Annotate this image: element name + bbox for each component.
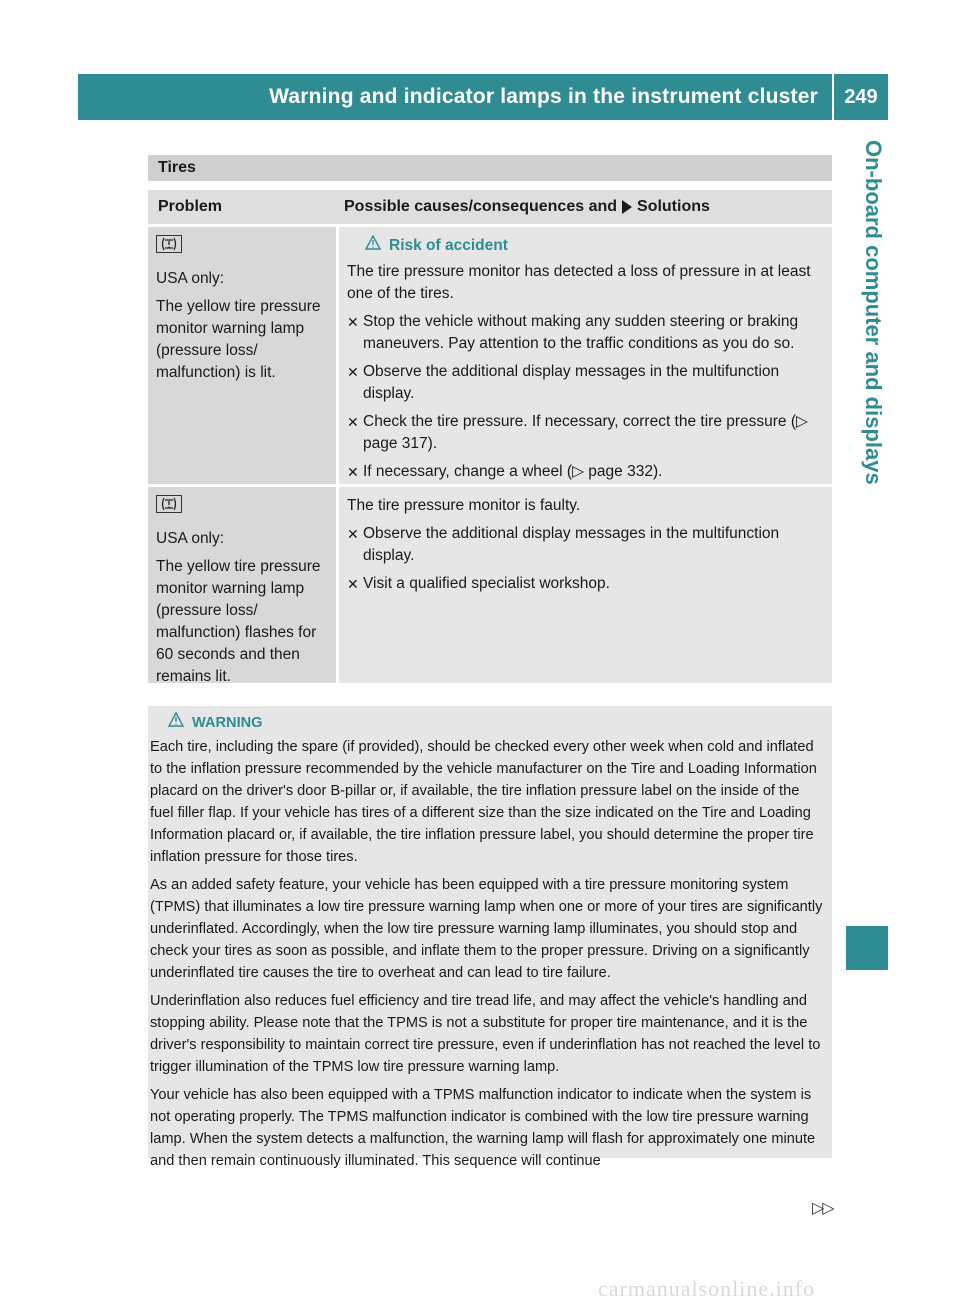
table-row xyxy=(148,487,832,683)
risk-heading xyxy=(347,235,828,257)
warning-title: WARNING xyxy=(192,715,263,731)
x-bullet-icon: ✕ xyxy=(347,526,359,542)
problem-line: USA only: xyxy=(156,530,225,547)
tire-pressure-warning-icon xyxy=(156,235,182,253)
tire-pressure-warning-icon xyxy=(156,495,182,513)
risk-label: Risk of accident xyxy=(389,237,508,254)
column-header-causes-prefix: Possible causes/consequences and xyxy=(344,198,618,215)
list-item: ✕ Check the tire pressure. If necessary, correct the tire pressure (▷ page 317). xyxy=(347,411,828,455)
problem-cell xyxy=(148,227,336,484)
page-header-title: Warning and indicator lamps in the instrument cluster xyxy=(269,85,818,108)
arrow-right-icon xyxy=(622,200,632,214)
warning-paragraph: Underinflation also reduces fuel efficiency and tire tread life, and may affect the vehicle's handling and stopping ability. Please note that the TPMS is not a substitute for proper tire maintenance, and it is the driver's responsibility to maintain correct tire pressure, even if underinflation has not reached the level to trigger illumination of the TPMS low tire pressure warning lamp. xyxy=(150,993,821,1075)
x-bullet-icon: ✕ xyxy=(347,314,359,330)
warning-paragraph: Your vehicle has also been equipped with a TPMS malfunction indicator to indicate when the system is not operating properly. The TPMS malfunction indicator is combined with the low tire pressure warning lamp. When the system detects a malfunction, the warning lamp will flash for approximately one minute and then remain continuously illuminated. This sequence will continue xyxy=(150,1087,816,1169)
problem-line: The yellow tire pressure monitor warning lamp (pressure loss/ malfunction) is lit. xyxy=(156,298,321,381)
side-tab-marker xyxy=(846,926,888,970)
list-item: ✕ Stop the vehicle without making any sudden steering or braking maneuvers. Pay attention to the traffic conditions as you do so. xyxy=(347,311,828,355)
side-tab xyxy=(846,140,888,710)
x-bullet-icon: ✕ xyxy=(347,364,359,380)
x-bullet-icon: ✕ xyxy=(347,576,359,592)
list-item: ✕ Visit a qualified specialist workshop. xyxy=(347,573,828,595)
warning-triangle-icon xyxy=(365,235,381,257)
section-title: Tires xyxy=(148,155,832,181)
warning-paragraph: Each tire, including the spare (if provided), should be checked every other week when cold and inflated to the inflation pressure recommended by the vehicle manufacturer on the Tire and Loading Information placard on the driver's door B-pillar or, if available, the tire inflation pressure label on the inside of the fuel filler flap. If your vehicle has tires of a different size than the size indicated on the Tire and Loading Information placard or, if available, the tire inflation pressure label, you should determine the proper tire inflation pressure for those tires. xyxy=(150,739,817,865)
column-header-causes-suffix: Solutions xyxy=(637,198,710,215)
warning-heading xyxy=(168,712,826,734)
problem-cell xyxy=(148,487,336,683)
causes-cell xyxy=(339,227,832,484)
cause-intro: The tire pressure monitor is faulty. xyxy=(347,497,581,514)
problem-line: USA only: xyxy=(156,270,225,287)
warning-paragraph: As an added safety feature, your vehicle has been equipped with a tire pressure monitoring system (TPMS) that illuminates a low tire pressure warning lamp when one or more of your tires are significantly underinflated. Accordingly, when the low tire pressure warning lamp illuminates, you should stop and check your tires as soon as possible, and inflate them to the proper pressure. Driving on a significantly underinflated tire causes the tire to overheat and can lead to tire failure. xyxy=(150,877,823,981)
table-row xyxy=(148,227,832,484)
x-bullet-icon: ✕ xyxy=(347,464,359,480)
table-header xyxy=(148,190,832,224)
causes-cell xyxy=(339,487,832,683)
problem-line: The yellow tire pressure monitor warning lamp (pressure loss/ malfunction) flashes for 60 seconds and then remains lit. xyxy=(156,558,321,685)
side-tab-label: On-board computer and displays xyxy=(861,140,886,485)
page-number: 249 xyxy=(834,74,888,120)
cause-intro: The tire pressure monitor has detected a loss of pressure in at least one of the tires. xyxy=(347,263,811,302)
page-header-bar xyxy=(78,74,832,120)
continued-icon: ▷▷ xyxy=(812,1200,833,1217)
column-header-causes xyxy=(336,190,832,224)
warning-box xyxy=(148,706,832,1169)
warning-triangle-icon xyxy=(168,712,184,734)
column-header-problem: Problem xyxy=(158,198,223,215)
list-item: ✕ Observe the additional display messages in the multifunction display. xyxy=(347,523,828,567)
list-item: ✕ Observe the additional display messages in the multifunction display. xyxy=(347,361,828,405)
watermark: carmanualsonline.info xyxy=(598,1276,816,1301)
x-bullet-icon: ✕ xyxy=(347,414,359,430)
list-item: ✕ If necessary, change a wheel (▷ page 332). xyxy=(347,461,828,483)
